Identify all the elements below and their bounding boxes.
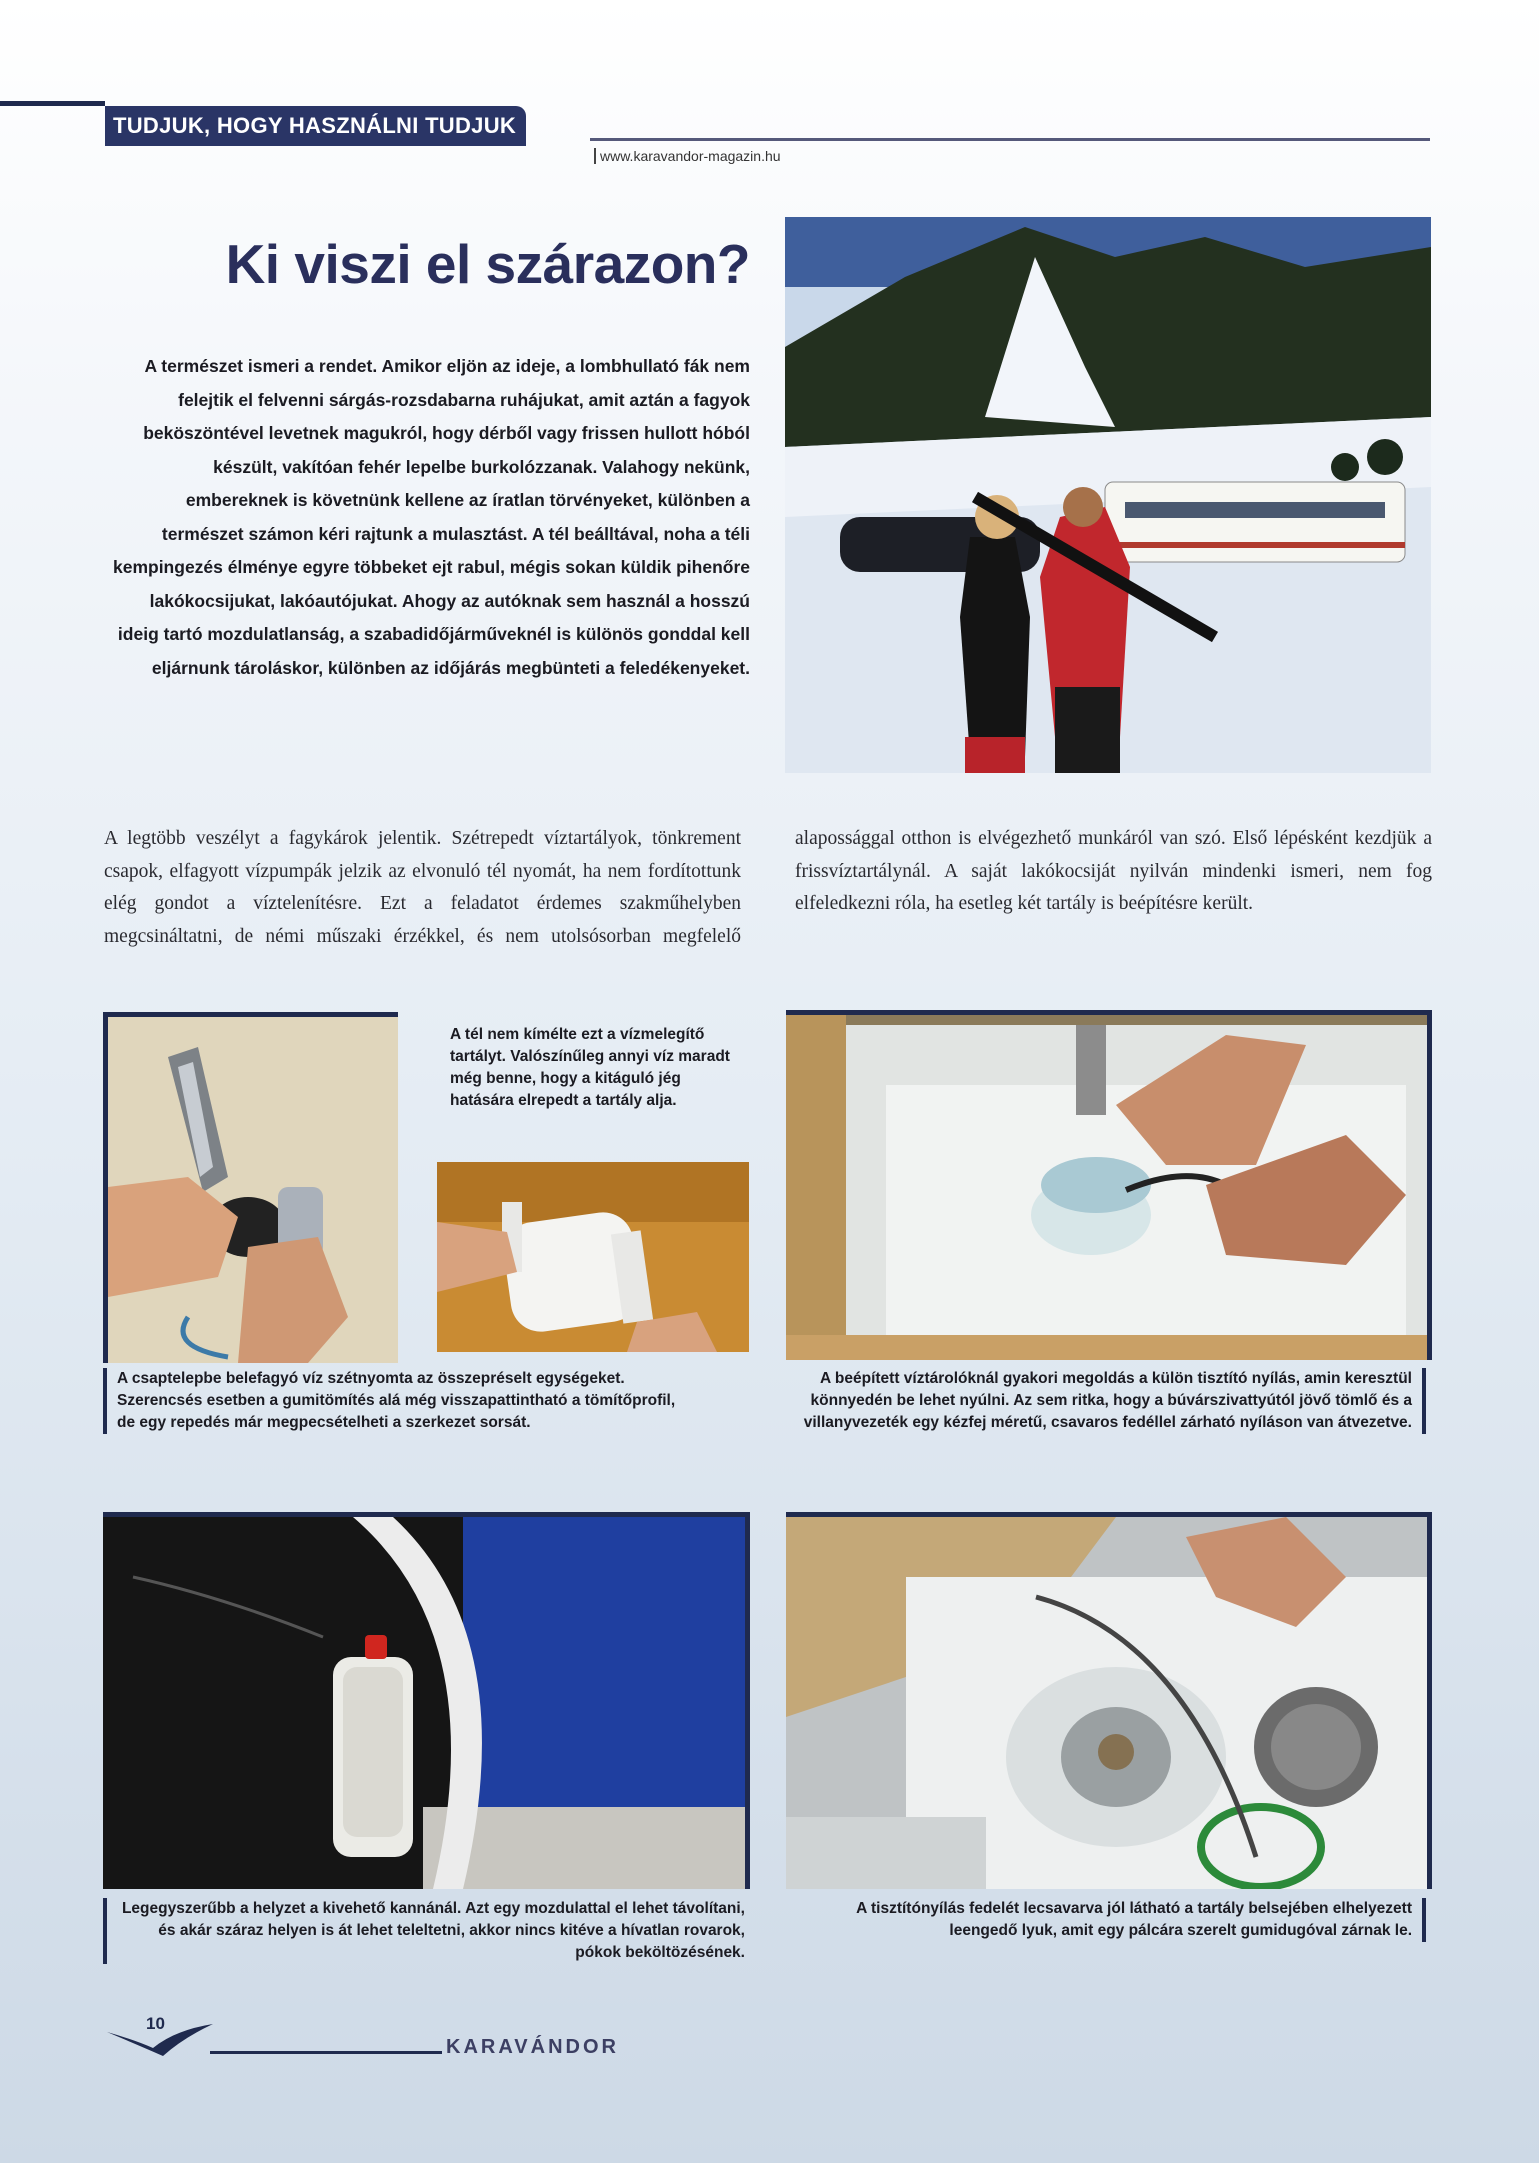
winter-caravan-photo: [785, 217, 1431, 773]
section-header: TUDJUK, HOGY HASZNÁLNI TUDJUK: [105, 106, 526, 146]
page-number: 10: [146, 2014, 165, 2033]
canister-photo: [103, 1512, 750, 1889]
frozen-faucet-photo: [103, 1012, 398, 1363]
tank-opening-caption: A beépített víztárolóknál gyakori megoldás a külön tisztító nyílás, amin keresztül könnyedén be lehet nyúlni. Az sem ritka, hogy a búvárszivattyútól jövő tömlő és a villanyvezeték egy kézfej méretű, csavaros fedéllel zárható nyíláson van átvezetve.: [760, 1368, 1426, 1434]
drain-hole-photo: [786, 1512, 1432, 1889]
article-lead: A természet ismeri a rendet. Amikor eljön az ideje, a lombhullató fák nem felejtik el felvenni sárgás-rozsdabarna ruhájukat, amit aztán a fagyok beköszöntével levetnek magukról, hogy dérből vagy frissen hullott hóból készült, vakítóan fehér lepelbe burkolózzanak. Valahogy nekünk, embereknek is követnünk kellene az íratlan törvényeket, különben a természet számon kéri rajtunk a mulasztást. A tél beálltával, noha a téli kempingezés élménye egyre többeket ejt rabul, mégis sokan küldik pihenőre lakókocsijukat, lakóautójukat. Ahogy az autóknak sem használ a hosszú ideig tartó mozdulatlanság, a szabadidőjárműveknél is különös gonddal kell eljárnunk tároláskor, különben az időjárás megbünteti a feledékenyeket.: [112, 356, 750, 678]
cracked-heater-tank-photo: [437, 1162, 749, 1352]
tank-opening-photo: [786, 1010, 1432, 1360]
faucet-caption: A csaptelepbe belefagyó víz szétnyomta az összepréselt egységeket. Szerencsés esetben a gumitömítés alá még visszapattintható a tömítőprofil, de egy repedés már megpecsételheti a szerkezet sorsát.: [103, 1368, 677, 1434]
magazine-brand: KARAVÁNDOR: [446, 2036, 619, 2058]
magazine-url: www.karavandor-magazin.hu: [594, 148, 781, 164]
heater-tank-caption: A tél nem kímélte ezt a vízmelegítő tartályt. Valószínűleg annyi víz maradt még benne, hogy a kitáguló jég hatására elrepedt a tartály alja.: [450, 1026, 730, 1109]
header-rule-left: [0, 101, 105, 106]
article-body: A legtöbb veszélyt a fagykárok jelentik. Szétrepedt víztartályok, tönkrement csapok, elfagyott vízpumpák jelzik az elvonuló tél nyomát, ha nem fordítottunk elég gondot a víztelenítésre. Ezt a feladatot érdemes szakműhelyben megcsináltatni, de némi műszaki érzékkel, és nem utolsósorban megfelelő alapossággal otthon is elvégezhető munkáról van szó. Első lépésként kezdjük a frissvíztartálynál. A saját lakókocsiját nyilván mindenki ismeri, nem fog elfeledkezni róla, ha esetleg két tartály is beépítésre került.: [104, 828, 1432, 947]
footer-rule: [210, 2051, 442, 2054]
header-rule-right: [590, 138, 1430, 141]
drain-hole-caption: A tisztítónyílás fedelét lecsavarva jól látható a tartály belsejében elhelyezett leengedő lyuk, amit egy pálcára szerelt gumidugóval zárnak le.: [786, 1898, 1426, 1942]
canister-caption: Legegyszerűbb a helyzet a kivehető kannánál. Azt egy mozdulattal el lehet távolítani, és akár száraz helyen is át lehet teleltetni, akkor nincs kitéve a hívatlan rovarok, pókok beköltözésének.: [103, 1898, 745, 1964]
article-title: Ki viszi el szárazon?: [225, 233, 750, 295]
